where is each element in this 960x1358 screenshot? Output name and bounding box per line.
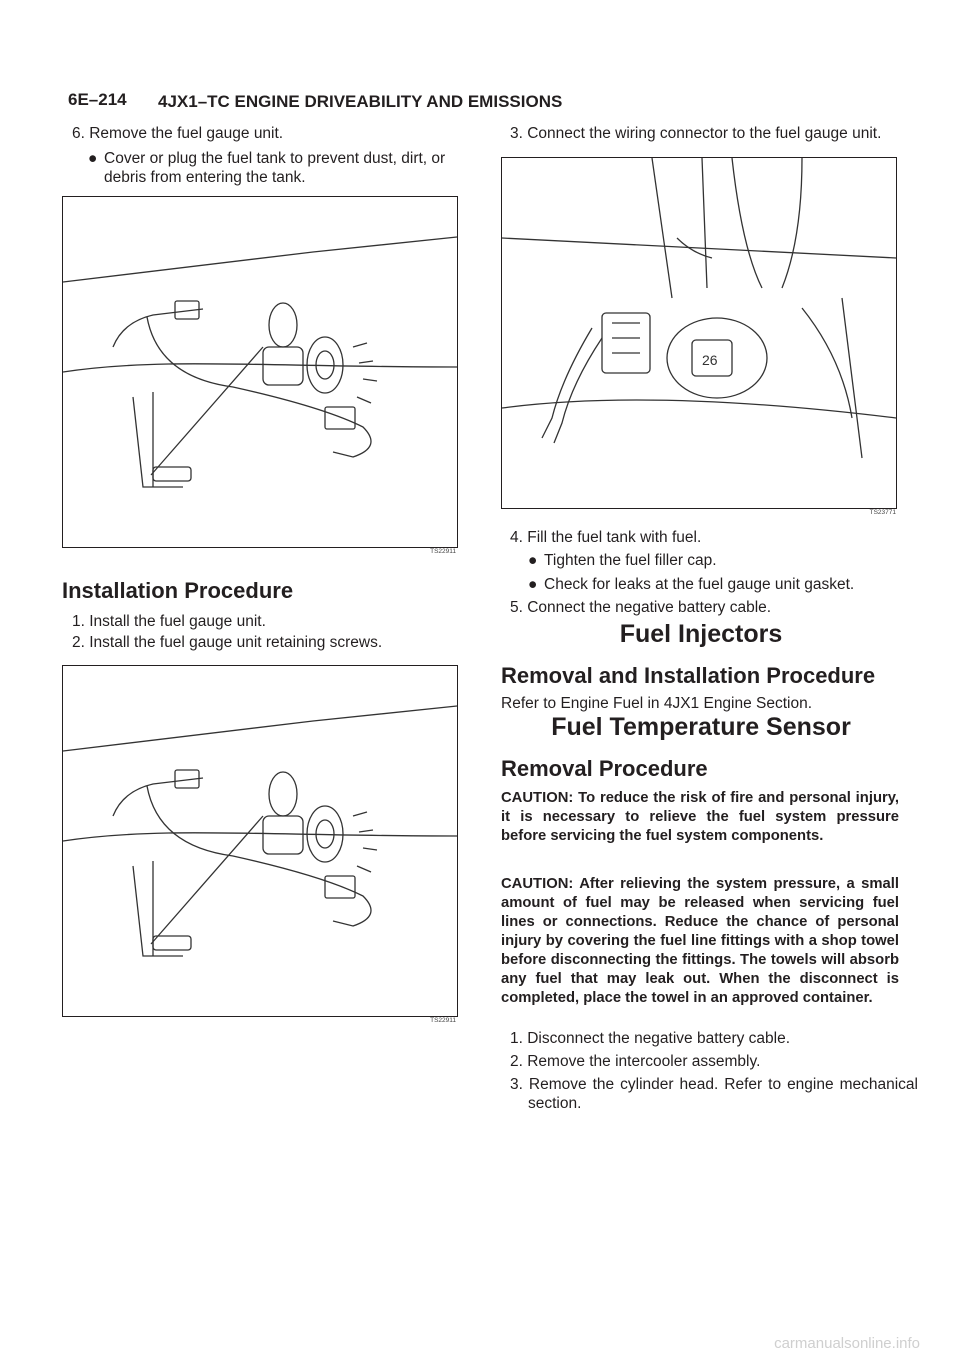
svg-text:26: 26 bbox=[702, 352, 718, 368]
bullet-text: Tighten the fuel filler cap. bbox=[544, 552, 717, 569]
figure-wiring-connector bbox=[501, 157, 897, 509]
caution-fuel-release: CAUTION: After relieving the system pressure, a small amount of fuel may be released when servicing fuel lines or connections. Reduce the chance of personal injury by covering the fuel line fittings with a shop towel before disconnecting the fittings. The towels will absorb any fuel that may leak out. When the disconnect is completed, place the towel in an approved container. bbox=[501, 876, 899, 1006]
bullet-text: Cover or plug the fuel tank to prevent dust, dirt, or debris from entering the tank. bbox=[104, 150, 446, 186]
fts-removal-heading: Removal Procedure bbox=[501, 756, 708, 781]
page-header-title: 4JX1–TC ENGINE DRIVEABILITY AND EMISSIONS bbox=[158, 92, 563, 111]
fi-removal-installation-heading: Removal and Installation Procedure bbox=[501, 663, 876, 688]
bullet-icon: ● bbox=[528, 576, 538, 593]
bullet-cover-tank bbox=[88, 149, 480, 187]
bullet-tighten-cap bbox=[528, 551, 916, 570]
fts-step-3: 3. Remove the cylinder head. Refer to engine mechanical section. bbox=[510, 1076, 918, 1112]
step-fill-tank: 4. Fill the fuel tank with fuel. bbox=[510, 529, 702, 546]
fuel-gauge-illustration bbox=[63, 197, 457, 547]
figure-code: TS22911 bbox=[430, 1017, 456, 1024]
step-connect-battery: 5. Connect the negative battery cable. bbox=[510, 599, 772, 616]
caution-relieve-pressure: CAUTION: To reduce the risk of fire and personal injury, it is necessary to relieve the fuel system pressure before servicing the fuel system components. bbox=[501, 790, 899, 844]
watermark: carmanualsonline.info bbox=[774, 1335, 920, 1352]
fts-step-2: 2. Remove the intercooler assembly. bbox=[510, 1053, 761, 1070]
fts-step-1: 1. Disconnect the negative battery cable. bbox=[510, 1030, 791, 1047]
bullet-check-leaks bbox=[528, 575, 916, 594]
step-remove-gauge: 6. Remove the fuel gauge unit. bbox=[72, 125, 284, 142]
install-step-2: 2. Install the fuel gauge unit retaining screws. bbox=[72, 634, 383, 651]
bullet-icon: ● bbox=[88, 150, 98, 167]
figure-fuel-gauge-installation bbox=[62, 665, 458, 1017]
figure-fuel-gauge-removal bbox=[62, 196, 458, 548]
step-connect-wiring: 3. Connect the wiring connector to the fuel gauge unit. bbox=[510, 125, 882, 142]
bullet-text: Check for leaks at the fuel gauge unit gasket. bbox=[544, 576, 855, 593]
bullet-icon: ● bbox=[528, 552, 538, 569]
fuel-injectors-title: Fuel Injectors bbox=[619, 620, 783, 648]
installation-procedure-heading: Installation Procedure bbox=[62, 578, 294, 603]
wiring-connector-illustration bbox=[502, 158, 896, 508]
fuel-gauge-install-illustration bbox=[63, 666, 457, 1016]
fuel-temperature-sensor-title: Fuel Temperature Sensor bbox=[551, 713, 851, 741]
figure-code: TS23771 bbox=[869, 509, 896, 516]
fi-reference-text: Refer to Engine Fuel in 4JX1 Engine Section. bbox=[501, 695, 813, 712]
install-step-1: 1. Install the fuel gauge unit. bbox=[72, 613, 266, 630]
figure-code: TS22911 bbox=[430, 548, 456, 555]
page-number: 6E–214 bbox=[68, 90, 127, 109]
